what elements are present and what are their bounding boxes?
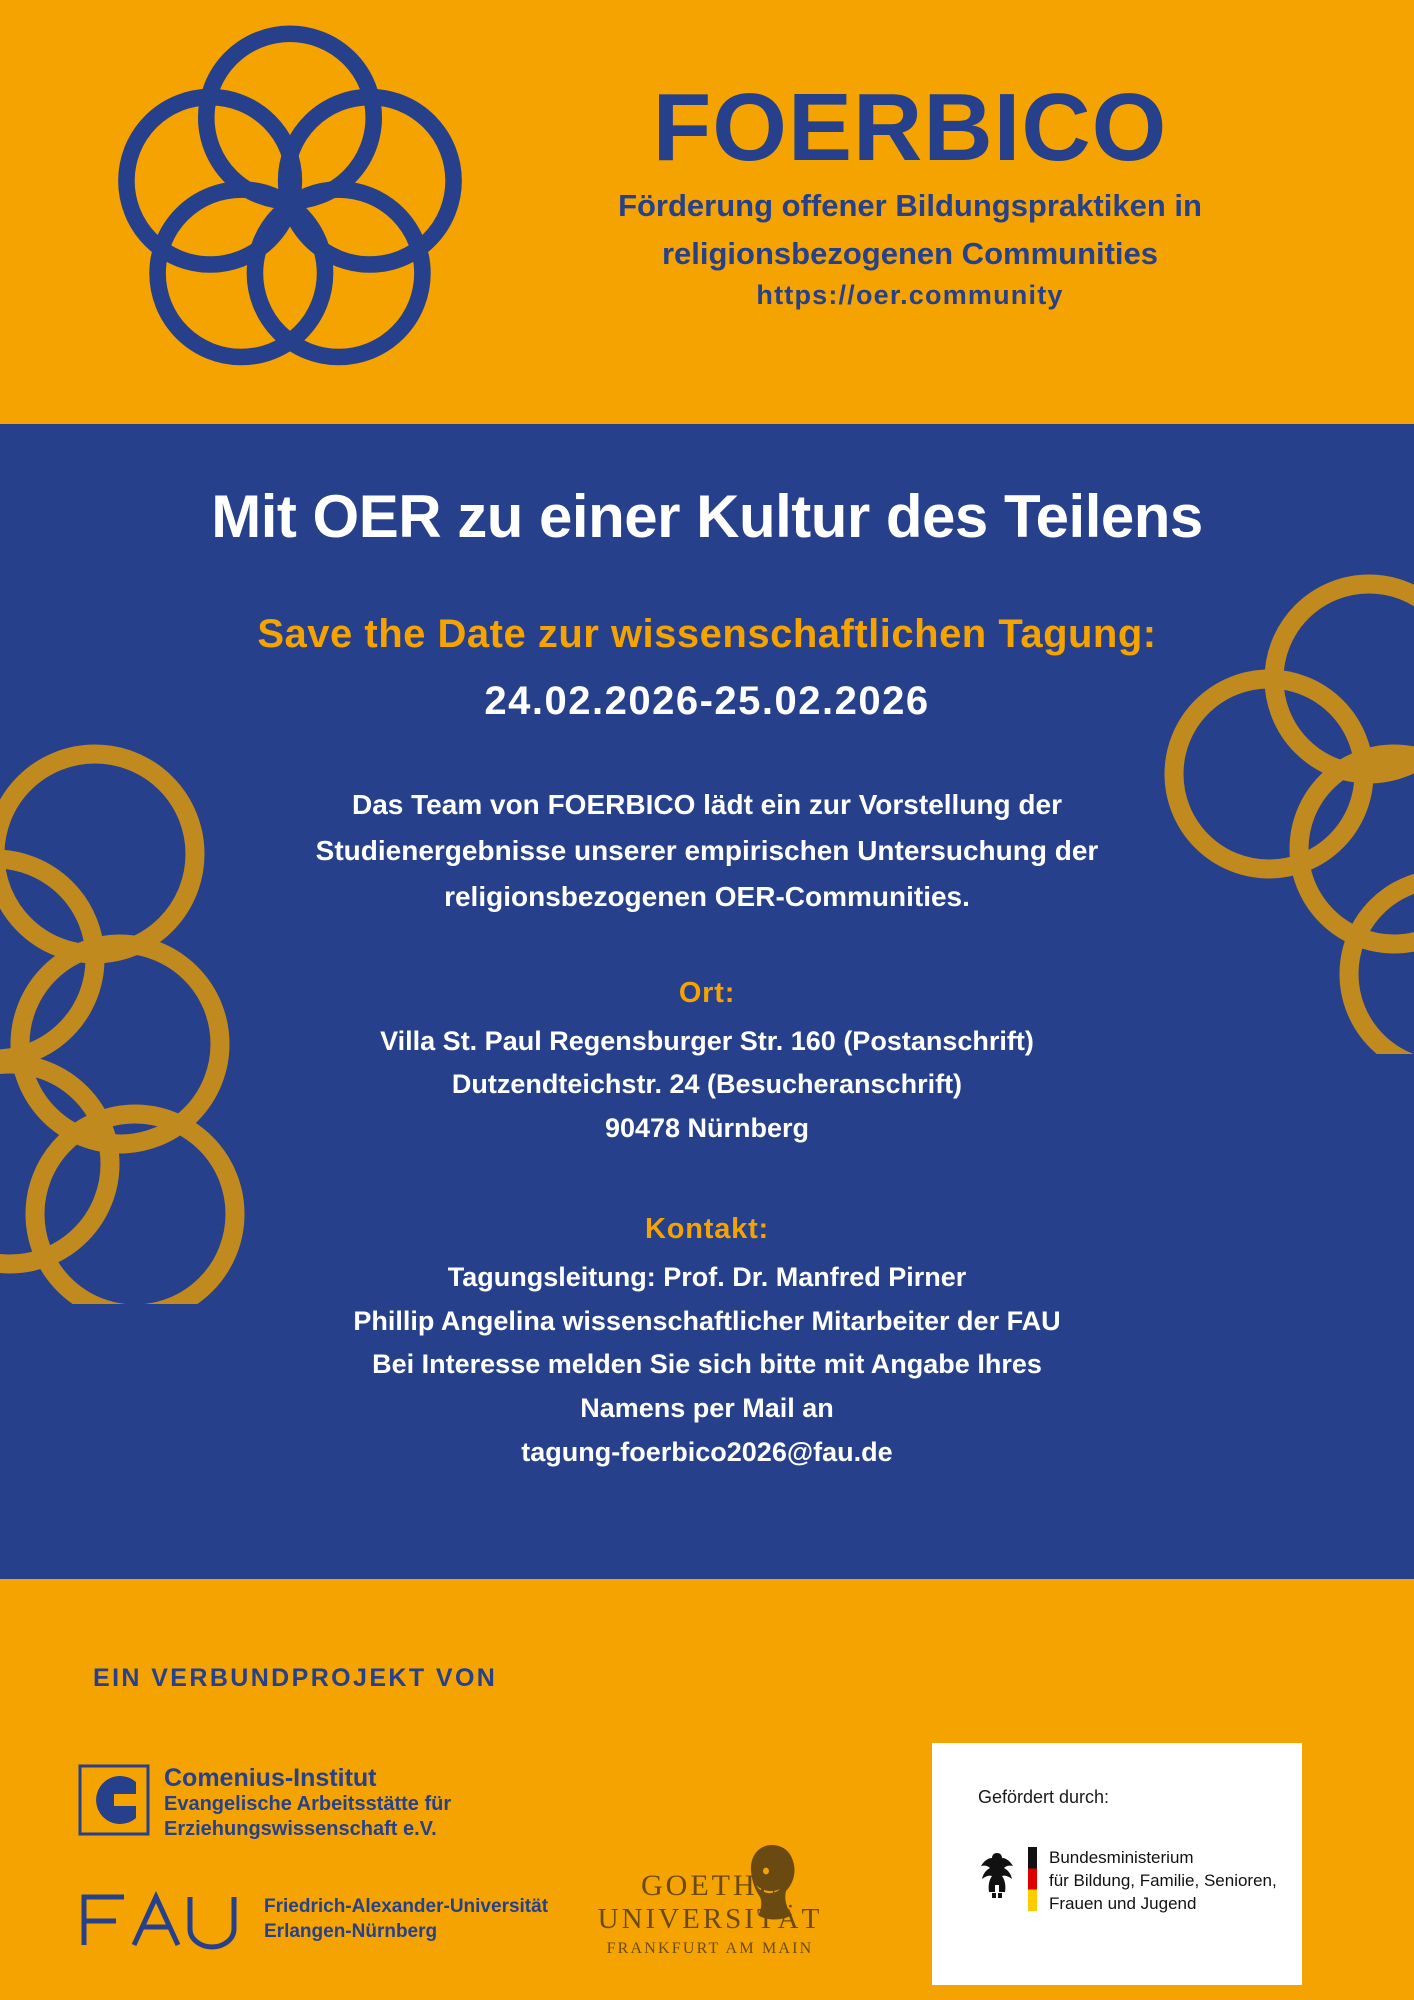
contact-line-3: Bei Interesse melden Sie sich bitte mit Angabe Ihres [372,1349,1042,1380]
federal-eagle-icon [976,1847,1018,1899]
contact-line-1: Tagungsleitung: Prof. Dr. Manfred Pirner [447,1261,967,1292]
comenius-c-logo-icon [78,1764,150,1836]
location-line-2: Dutzendteichstr. 24 (Besucheranschrift) [451,1069,963,1100]
event-date-range: 24.02.2026-25.02.2026 [484,679,930,723]
brand-block [470,74,1350,311]
goethe-line-3: FRANKFURT AM MAIN [606,1939,814,1957]
page-title: FOERBICO [652,74,1168,181]
ministry-name [1049,1847,1277,1916]
ministry-name-line-3: Frauen und Jugend [1049,1893,1197,1913]
fau-logo [76,1889,548,1951]
headline: Mit OER zu einer Kultur des Teilens [211,483,1203,550]
footer-band [0,1579,1414,2000]
contact-details [207,1256,1207,1475]
save-the-date-label: Save the Date zur wissenschaftlichen Tagung: [257,612,1157,656]
comenius-name: Comenius-Institut [164,1764,377,1792]
intro-line-3: religionsbezogenen OER-Communities. [444,881,970,913]
fau-wordmark-logo-icon [76,1889,246,1951]
comenius-desc-line-1: Evangelische Arbeitsstätte für [164,1793,452,1815]
project-url[interactable]: https://oer.community [756,280,1064,311]
location-details [207,1020,1207,1151]
location-line-1: Villa St. Paul Regensburger Str. 160 (Postanschrift) [380,1025,1034,1056]
main-content [0,424,1414,1474]
contact-line-2: Phillip Angelina wissenschaftlicher Mitarbeiter der FAU [353,1305,1061,1336]
brand-subtitle-line1: Förderung offener Bildungspraktiken in [618,188,1202,223]
intro-line-2: Studienergebnisse unserer empirischen Untersuchung der [315,835,1099,867]
main-band [0,424,1414,1579]
location-label: Ort: [678,976,736,1009]
ministry-identity [976,1847,1277,1916]
fau-line-1: Friedrich-Alexander-Universität [264,1896,549,1918]
comenius-text [164,1764,451,1842]
intro-paragraph [267,782,1147,921]
five-interlocking-circles-logo [95,25,485,395]
fau-line-2: Erlangen-Nürnberg [264,1921,438,1942]
contact-label: Kontakt: [645,1212,769,1245]
fau-text [264,1895,548,1944]
ministry-name-line-1: Bundesministerium [1049,1848,1194,1867]
comenius-desc-line-2: Erziehungswissenschaft e.V. [164,1818,437,1840]
contact-email[interactable]: tagung-foerbico2026@fau.de [521,1436,893,1467]
comenius-logo [78,1764,451,1842]
ministry-funding-box [932,1743,1302,1985]
location-line-3: 90478 Nürnberg [604,1113,810,1144]
goethe-line-1: GOETHE [641,1869,779,1902]
brand-subtitle-line2: religionsbezogenen Communities [661,236,1159,272]
funded-by-label: Gefördert durch: [978,1787,1110,1807]
german-flag-bar-icon [1028,1847,1037,1911]
intro-line-1: Das Team von FOERBICO lädt ein zur Vorstellung der [352,789,1062,820]
contact-line-4: Namens per Mail an [580,1392,834,1423]
partners-label: EIN VERBUNDPROJEKT VON [93,1664,498,1692]
goethe-logo [580,1869,840,1958]
ministry-name-line-2: für Bildung, Familie, Senioren, [1049,1870,1277,1890]
goethe-line-2: UNIVERSITÄT [597,1902,823,1935]
header-band [0,0,1414,424]
